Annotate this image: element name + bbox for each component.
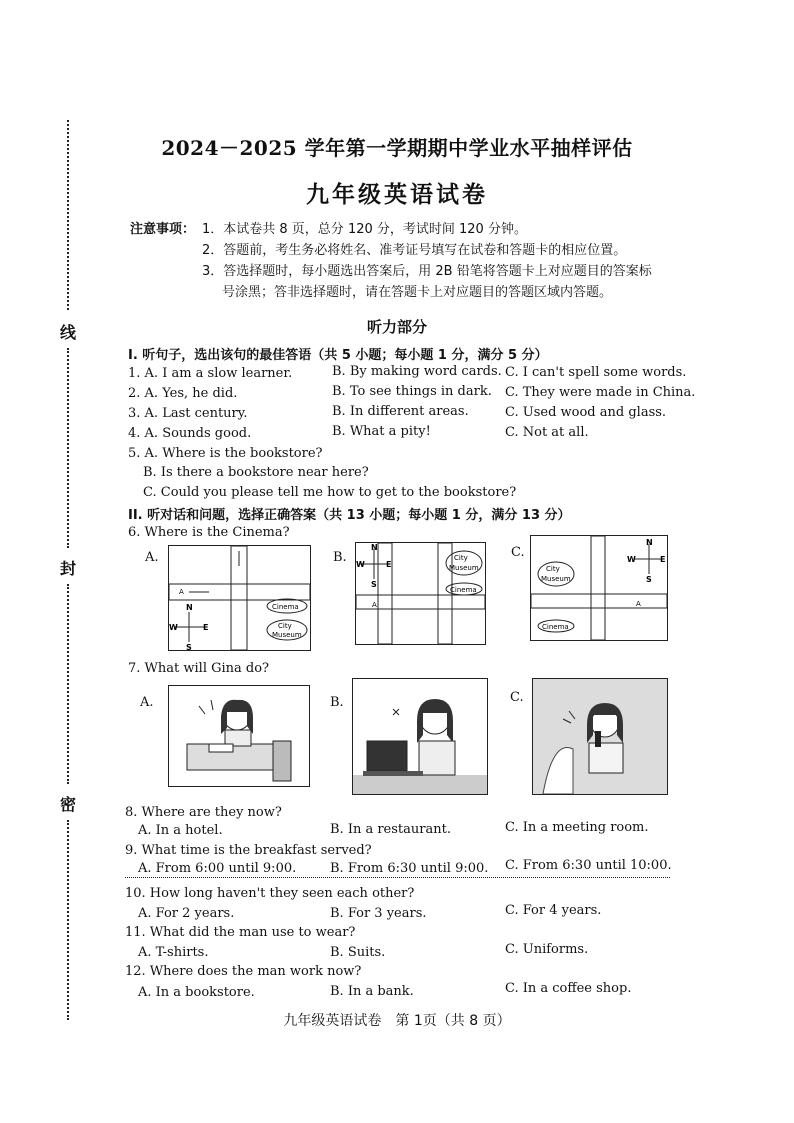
map-museum-label: Museum: [541, 575, 571, 583]
q7-picture-a-girl-writing: [168, 685, 310, 787]
q11-question: 11. What did the man use to wear?: [125, 925, 356, 940]
q7-picture-c-girl-singing: [532, 678, 668, 795]
q6-label-b: B.: [333, 550, 347, 565]
notice-item: 3．答选择题时，每小题选出答案后，用 2B 铅笔将答题卡上对应题目的答案标: [202, 264, 652, 279]
q9-option-c: C. From 6:30 until 10:00.: [505, 858, 672, 873]
svg-text:N: N: [371, 543, 378, 552]
q10-option-a: A. For 2 years.: [138, 906, 235, 921]
compass-icon: [356, 543, 391, 589]
q2-option-a: 2. A. Yes, he did.: [128, 386, 238, 401]
q10-question: 10. How long haven't they seen each other?: [125, 886, 415, 901]
binding-secret-char: 密: [60, 795, 77, 814]
q12-option-c: C. In a coffee shop.: [505, 981, 632, 996]
svg-text:W: W: [169, 623, 178, 632]
q8-option-a: A. In a hotel.: [138, 823, 223, 838]
divider: [125, 877, 670, 878]
q6-question: 6. Where is the Cinema?: [128, 525, 290, 540]
q4-option-b: B. What a pity!: [332, 424, 431, 439]
part1-title: I. 听句子，选出该句的最佳答语（共 5 小题；每小题 1 分，满分 5 分）: [128, 348, 548, 363]
map-museum-label: City: [454, 554, 468, 562]
q11-option-a: A. T-shirts.: [138, 945, 209, 960]
svg-text:S: S: [186, 643, 192, 650]
map-arrow-label: A: [372, 601, 377, 609]
svg-text:E: E: [386, 560, 392, 569]
svg-text:N: N: [186, 603, 193, 612]
q7-label-c: C.: [510, 690, 524, 705]
binding-line-char: 线: [60, 323, 77, 342]
q9-option-b: B. From 6:30 until 9:00.: [330, 861, 489, 876]
q2-option-c: C. They were made in China.: [505, 385, 696, 400]
map-museum-label: City: [546, 565, 560, 573]
q2-option-b: B. To see things in dark.: [332, 384, 492, 399]
q1-option-c: C. I can't spell some words.: [505, 365, 687, 380]
notice-item: 号涂黑；答非选择题时，请在答题卡上对应题目的答题区域内答题。: [222, 285, 613, 300]
q1-option-a: 1. A. I am a slow learner.: [128, 366, 293, 381]
q6-label-a: A.: [145, 550, 159, 565]
q4-option-a: 4. A. Sounds good.: [128, 426, 252, 441]
q6-label-c: C.: [511, 545, 525, 560]
notice-item: 1．本试卷共 8 页，总分 120 分，考试时间 120 分钟。: [202, 222, 527, 237]
q9-option-a: A. From 6:00 until 9:00.: [138, 861, 297, 876]
svg-text:E: E: [203, 623, 209, 632]
q8-option-b: B. In a restaurant.: [330, 822, 451, 837]
map-cinema-label: Cinema: [450, 586, 477, 594]
map-museum-label: Museum: [272, 631, 302, 639]
compass-icon: [627, 538, 665, 584]
listening-heading: 听力部分: [366, 318, 427, 336]
svg-text:N: N: [646, 538, 653, 547]
q10-option-b: B. For 3 years.: [330, 906, 427, 921]
q6-map-a: [168, 545, 311, 651]
compass-icon: [169, 603, 208, 650]
q3-option-a: 3. A. Last century.: [128, 406, 248, 421]
q5-option-c: C. Could you please tell me how to get to the bookstore?: [143, 485, 517, 500]
part2-title: II. 听对话和问题，选择正确答案（共 13 小题；每小题 1 分，满分 13 分）: [128, 508, 571, 523]
q6-map-c: [530, 535, 668, 641]
svg-text:W: W: [627, 555, 636, 564]
q3-option-b: B. In different areas.: [332, 404, 469, 419]
q12-option-a: A. In a bookstore.: [138, 985, 255, 1000]
binding-dotted-line: [67, 820, 69, 1020]
q7-label-a: A.: [140, 695, 154, 710]
q7-picture-b-girl-laptop: [352, 678, 488, 795]
q1-option-b: B. By making word cards.: [332, 364, 502, 379]
q12-question: 12. Where does the man work now?: [125, 964, 362, 979]
q7-label-b: B.: [330, 695, 344, 710]
notice-item: 2．答题前，考生务必将姓名、准考证号填写在试卷和答题卡的相应位置。: [202, 243, 627, 258]
q12-option-b: B. In a bank.: [330, 984, 414, 999]
map-cinema-label: Cinema: [542, 623, 569, 631]
svg-text:S: S: [371, 580, 377, 589]
q11-option-b: B. Suits.: [330, 945, 386, 960]
map-arrow-label: A: [179, 588, 184, 596]
q3-option-c: C. Used wood and glass.: [505, 405, 667, 420]
exam-subtitle: 九年级英语试卷: [306, 181, 488, 208]
q9-question: 9. What time is the breakfast served?: [125, 843, 372, 858]
notice-label: 注意事项：: [130, 222, 196, 237]
q4-option-c: C. Not at all.: [505, 425, 589, 440]
map-arrow-label: A: [636, 600, 641, 608]
map-museum-label: City: [278, 622, 292, 630]
q6-map-b: [355, 542, 486, 645]
map-museum-label: Museum: [449, 564, 479, 572]
binding-margin: [60, 120, 76, 1020]
q10-option-c: C. For 4 years.: [505, 903, 602, 918]
svg-text:W: W: [356, 560, 365, 569]
q5-option-b: B. Is there a bookstore near here?: [143, 465, 369, 480]
q11-option-c: C. Uniforms.: [505, 942, 589, 957]
q7-question: 7. What will Gina do?: [128, 661, 270, 676]
binding-seal-char: 封: [60, 559, 77, 578]
q5-option-a: 5. A. Where is the bookstore?: [128, 446, 323, 461]
q8-question: 8. Where are they now?: [125, 805, 282, 820]
page-footer: 九年级英语试卷 第 1页（共 8 页）: [283, 1013, 511, 1029]
svg-text:E: E: [660, 555, 666, 564]
q8-option-c: C. In a meeting room.: [505, 820, 649, 835]
binding-dotted-line: [67, 348, 69, 548]
svg-text:S: S: [646, 575, 652, 584]
exam-title: 2024－2025 学年第一学期期中学业水平抽样评估: [161, 136, 633, 160]
map-cinema-label: Cinema: [272, 603, 299, 611]
binding-dotted-line: [67, 584, 69, 784]
